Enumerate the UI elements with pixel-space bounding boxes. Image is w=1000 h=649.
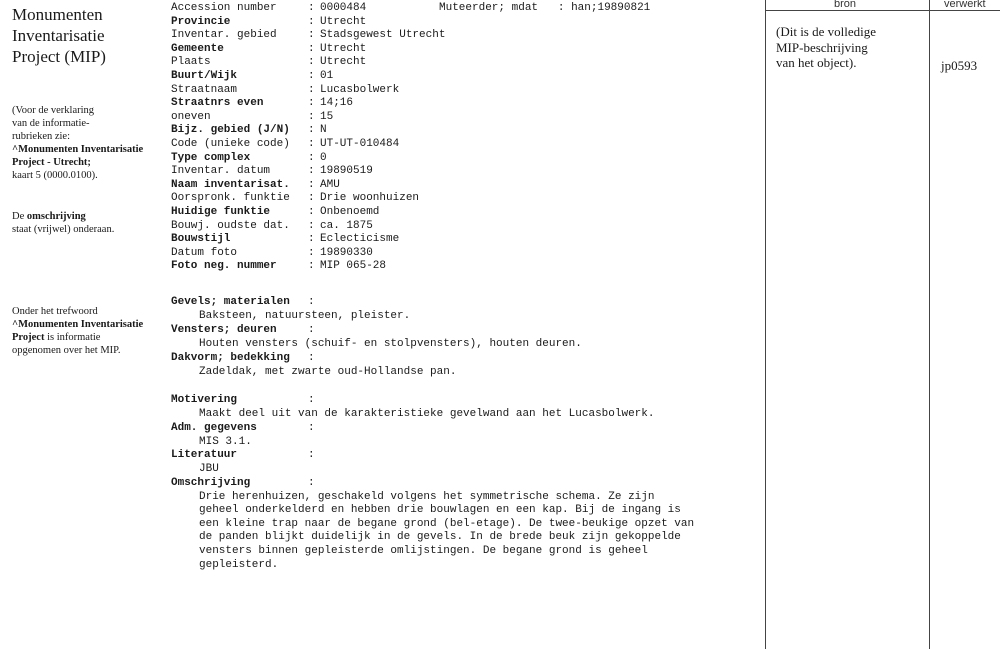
record-field — [171, 220, 373, 234]
field-label: Oorspronk. funktie — [171, 192, 290, 205]
bron-text — [776, 24, 926, 71]
verwerkt-value: jp0593 — [941, 58, 978, 73]
sidebar-note-keyword — [12, 305, 162, 357]
sidebar-note-description — [12, 210, 162, 236]
field-value: Utrecht — [320, 15, 367, 28]
section-separator: : — [308, 394, 315, 406]
field-label: Code (unieke code) — [171, 138, 290, 150]
note-line: kaart 5 (0000.0100). — [12, 170, 98, 181]
column-divider-bron — [765, 0, 766, 649]
sidebar-title — [12, 4, 162, 67]
field-label: Buurt/Wijk — [171, 70, 238, 82]
record-field — [171, 260, 386, 274]
field-separator: : — [308, 138, 315, 150]
section-body-line: MIS 3.1. — [199, 435, 252, 448]
section-separator: : — [308, 352, 315, 364]
verwerkt-heading: verwerkt — [944, 0, 986, 10]
field-value: Lucasbolwerk — [320, 83, 400, 96]
section-label: Gevels; materialen — [171, 296, 290, 308]
field-label: Huidige funktie — [171, 206, 271, 218]
section-heading — [171, 449, 315, 463]
note-line: (Voor de verklaring — [12, 105, 95, 116]
section-body-line: Zadeldak, met zwarte oud-Hollandse pan. — [199, 365, 457, 378]
record-field — [171, 2, 366, 16]
field-value: Utrecht — [320, 42, 367, 55]
record-field — [171, 97, 353, 111]
field-value: UT-UT-010484 — [320, 138, 400, 150]
record-field — [171, 43, 366, 57]
field-separator: : — [308, 260, 315, 273]
field-label: Bouwj. oudste dat. — [171, 219, 290, 232]
sidebar-note-explanation — [12, 104, 162, 182]
field-label: Bouwstijl — [171, 233, 231, 246]
field-separator: : — [308, 56, 315, 69]
note-line: van de informatie- — [12, 118, 90, 129]
muteerder-label: Muteerder; mdat — [439, 2, 539, 14]
field-separator: : — [308, 97, 315, 110]
record-field — [171, 247, 373, 261]
record-field — [171, 138, 399, 152]
field-value: MIP 065-28 — [320, 260, 387, 273]
field-value: 19890330 — [320, 246, 373, 259]
field-separator: : — [308, 178, 315, 191]
field-label: Bijz. gebied (J/N) — [171, 124, 290, 137]
field-label: Datum foto — [171, 246, 238, 259]
section-label: Omschrijving — [171, 477, 251, 489]
note-bold-line: ^Monumenten Inventarisatie — [12, 144, 144, 155]
field-separator: : — [308, 83, 315, 96]
section-heading — [171, 296, 315, 310]
note-bold-text: omschrijving — [26, 211, 86, 222]
section-body-line: Maakt deel uit van de karakteristieke gevelwand aan het Lucasbolwerk. — [199, 407, 655, 420]
field-value: ca. 1875 — [320, 219, 373, 232]
field-label: Inventar. gebied — [171, 29, 277, 42]
field-separator: : — [308, 42, 315, 55]
field-separator: : — [308, 246, 315, 259]
field-separator: : — [308, 233, 315, 246]
field-value: 15 — [320, 110, 334, 123]
muteerder-field — [439, 2, 650, 16]
header-rule — [765, 10, 1000, 11]
field-label: Plaats — [171, 56, 211, 69]
section-label: Dakvorm; bedekking — [171, 352, 290, 364]
field-value: Drie woonhuizen — [320, 192, 420, 205]
section-heading — [171, 352, 315, 366]
section-heading — [171, 477, 315, 491]
record-field — [171, 124, 327, 138]
section-body-line: de panden blijkt duidelijk in de gevels. In de brede beuk zijn gekoppelde — [199, 531, 681, 544]
section-body-line: een kleine trap naar de begane grond (bel-etage). De twee-beukige opzet van — [199, 517, 695, 530]
section-body-line: Drie herenhuizen, geschakeld volgens het symmetrische schema. Ze zijn — [199, 490, 655, 503]
field-value: Stadsgewest Utrecht — [320, 29, 446, 42]
record-field — [171, 233, 399, 247]
record-field — [171, 165, 373, 179]
field-label: Type complex — [171, 151, 251, 164]
note-line: opgenomen over het MIP. — [12, 345, 121, 356]
section-separator: : — [308, 449, 315, 461]
field-label: Foto neg. nummer — [171, 260, 277, 273]
section-separator: : — [308, 477, 315, 489]
field-separator: : — [308, 165, 315, 178]
muteerder-sep: : — [557, 2, 565, 14]
bron-line: (Dit is de volledige — [776, 24, 877, 39]
field-value: 0 — [320, 151, 327, 164]
field-separator: : — [308, 15, 315, 28]
section-body-line: geheel onderkelderd en hebben drie bouwlagen en een kap. Bij de ingang is — [199, 504, 681, 517]
record-field — [171, 84, 399, 98]
field-separator: : — [308, 124, 315, 137]
field-value: 19890519 — [320, 165, 373, 178]
field-separator: : — [308, 219, 315, 232]
note-line: rubrieken zie: — [12, 131, 71, 142]
section-body-line: gepleisterd. — [199, 558, 279, 571]
section-heading — [171, 422, 315, 436]
field-separator: : — [308, 192, 315, 205]
section-label: Vensters; deuren — [171, 324, 277, 336]
note-text: De — [12, 211, 27, 222]
record-field — [171, 16, 366, 30]
field-value: 14;16 — [320, 97, 354, 110]
bron-line: MIP-beschrijving — [776, 39, 868, 55]
note-line: Onder het trefwoord — [12, 306, 98, 317]
section-separator: : — [308, 296, 315, 308]
record-field — [171, 29, 445, 43]
record-field — [171, 70, 333, 84]
field-value: AMU — [320, 178, 340, 191]
field-label: Straatnaam — [171, 83, 238, 96]
note-text: is informatie — [44, 332, 101, 343]
section-heading — [171, 394, 315, 408]
column-divider-verwerkt — [929, 0, 930, 649]
field-label: Gemeente — [171, 42, 224, 55]
section-body-line: vensters binnen gepleisterde omlijstingen. De begane grond is geheel — [199, 545, 648, 557]
note-bold-line: Project - Utrecht; — [12, 157, 91, 168]
field-separator: : — [308, 29, 315, 42]
field-value: 01 — [320, 70, 334, 82]
muteerder-value: han;19890821 — [571, 2, 651, 14]
section-label: Adm. gegevens — [171, 422, 257, 434]
note-bold-line: Project — [12, 332, 45, 343]
bron-line: van het object). — [776, 55, 857, 70]
record-field — [171, 179, 340, 193]
section-label: Literatuur — [171, 449, 238, 461]
note-bold-line: ^Monumenten Inventarisatie — [12, 319, 144, 330]
field-value: Utrecht — [320, 56, 367, 69]
field-separator: : — [308, 206, 315, 218]
section-label: Motivering — [171, 394, 238, 406]
section-separator: : — [308, 324, 315, 336]
field-separator: : — [308, 2, 315, 14]
sidebar-title-line: Project (MIP) — [12, 47, 106, 66]
record-field — [171, 192, 419, 206]
record-field — [171, 56, 366, 70]
field-label: Provincie — [171, 15, 231, 28]
record-field — [171, 111, 333, 125]
section-separator: : — [308, 422, 315, 434]
field-separator: : — [308, 151, 315, 164]
sidebar-title-line: Monumenten — [12, 5, 103, 24]
section-body-line: Houten vensters (schuif- en stolpvensters), houten deuren. — [199, 337, 582, 350]
record-field — [171, 152, 327, 166]
bron-heading: bron — [834, 0, 857, 10]
record-field — [171, 206, 379, 220]
field-label: oneven — [171, 110, 211, 123]
field-value: Onbenoemd — [320, 206, 380, 218]
field-label: Accession number — [171, 2, 277, 14]
field-label: Straatnrs even — [171, 97, 264, 110]
section-body-line: Baksteen, natuursteen, pleister. — [199, 309, 411, 322]
field-value: N — [320, 124, 327, 137]
field-label: Naam inventarisat. — [171, 178, 290, 191]
field-label: Inventar. datum — [171, 165, 271, 178]
section-body-line: JBU — [199, 462, 219, 475]
field-separator: : — [308, 110, 315, 123]
sidebar-title-line: Inventarisatie — [12, 26, 105, 45]
field-value: Eclecticisme — [320, 233, 400, 246]
section-heading — [171, 324, 315, 338]
note-line: staat (vrijwel) onderaan. — [12, 224, 115, 235]
field-separator: : — [308, 70, 315, 82]
field-value: 0000484 — [320, 2, 367, 14]
